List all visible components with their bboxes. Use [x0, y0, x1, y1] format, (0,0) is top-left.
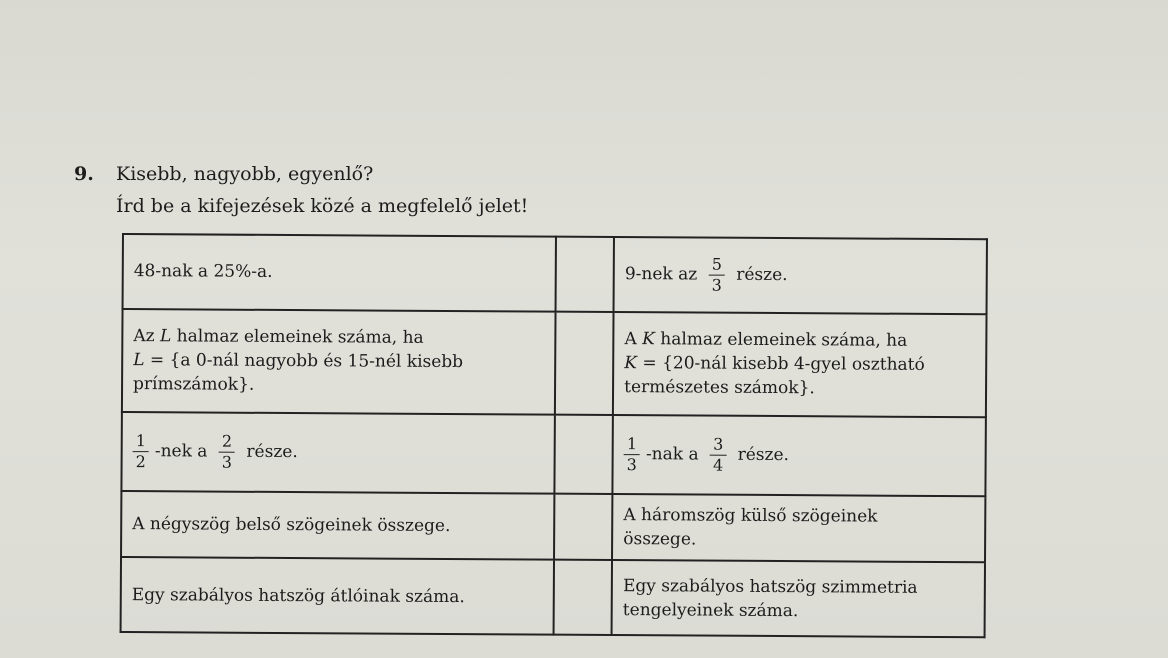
fraction-numerator: 1 [133, 431, 149, 452]
answer-sign-cell[interactable] [554, 493, 613, 560]
fraction-denominator: 2 [135, 451, 146, 471]
fraction-numerator: 1 [624, 434, 640, 455]
expression-prefix: 9-nek az [624, 263, 698, 285]
answer-sign-cell[interactable] [555, 311, 614, 414]
set-variable: K [642, 329, 655, 350]
expression-text: 48-nak a 25%-a. [133, 261, 273, 283]
left-expression [121, 557, 554, 634]
text-part: = {20-nál kisebb 4-gyel osztható [642, 353, 925, 376]
table-row [121, 557, 985, 637]
task-instruction: Írd be a kifejezések közé a megfelelő jelet! [116, 195, 529, 217]
expression-line [133, 348, 544, 375]
set-variable: K [624, 353, 638, 374]
left-expression [121, 491, 554, 560]
right-expression [612, 494, 985, 563]
fraction [133, 431, 149, 472]
right-expression [613, 312, 986, 417]
set-variable: L [159, 326, 172, 347]
expression-line [624, 327, 975, 353]
expression-line: összege. [623, 528, 697, 550]
text-part: Az [133, 326, 155, 347]
fraction-numerator: 5 [709, 254, 725, 275]
expression-line: természetes számok}. [624, 377, 815, 399]
table-row [121, 491, 985, 563]
fraction-numerator: 2 [219, 431, 235, 452]
text-part: -nak a [645, 443, 699, 465]
set-variable: L [133, 350, 145, 371]
fraction [709, 254, 725, 295]
expression-text: A négyszög belső szögeinek összege. [132, 513, 451, 536]
comparison-table [120, 233, 988, 638]
fraction-numerator: 3 [710, 434, 726, 455]
fraction [624, 434, 640, 475]
table-row [123, 234, 987, 314]
text-part: halmaz elemeinek száma, ha [176, 326, 424, 349]
right-expression [613, 415, 986, 496]
fraction-denominator: 3 [711, 275, 722, 295]
expression-line: Egy szabályos hatszög szimmetria [622, 575, 918, 598]
fraction-denominator: 4 [712, 455, 724, 475]
left-expression [121, 412, 554, 493]
expression-line: tengelyeinek száma. [622, 599, 799, 621]
expression-line [624, 351, 975, 377]
table-row [121, 412, 985, 496]
left-expression [122, 309, 556, 415]
expression-suffix: része. [737, 444, 790, 465]
task-title: Kisebb, nagyobb, egyenlő? [116, 163, 374, 185]
left-expression [123, 234, 556, 311]
text-part: = {a 0-nál nagyobb és 15-nél kisebb [149, 350, 464, 373]
expression-line [133, 324, 544, 351]
answer-sign-cell[interactable] [554, 414, 613, 493]
right-expression [614, 237, 987, 314]
task-number: 9. [74, 163, 94, 185]
expression-line: A háromszög külső szögeinek [623, 504, 878, 527]
fraction-denominator: 3 [221, 452, 233, 472]
expression-suffix: része. [246, 441, 298, 462]
answer-sign-cell[interactable] [554, 560, 613, 635]
expression-text: Egy szabályos hatszög átlóinak száma. [131, 584, 465, 607]
table-row [122, 309, 987, 417]
expression-line: prímszámok}. [133, 374, 255, 396]
text-part: A [624, 329, 637, 350]
task-header [74, 158, 528, 222]
text-part: halmaz elemeinek száma, ha [660, 329, 908, 352]
expression-suffix: része. [736, 264, 788, 285]
fraction-denominator: 3 [626, 454, 637, 474]
fraction [219, 431, 235, 472]
task-title-line [74, 158, 528, 190]
fraction [710, 434, 726, 475]
right-expression [612, 560, 985, 637]
text-part: -nek a [154, 440, 208, 462]
answer-sign-cell[interactable] [556, 237, 615, 312]
